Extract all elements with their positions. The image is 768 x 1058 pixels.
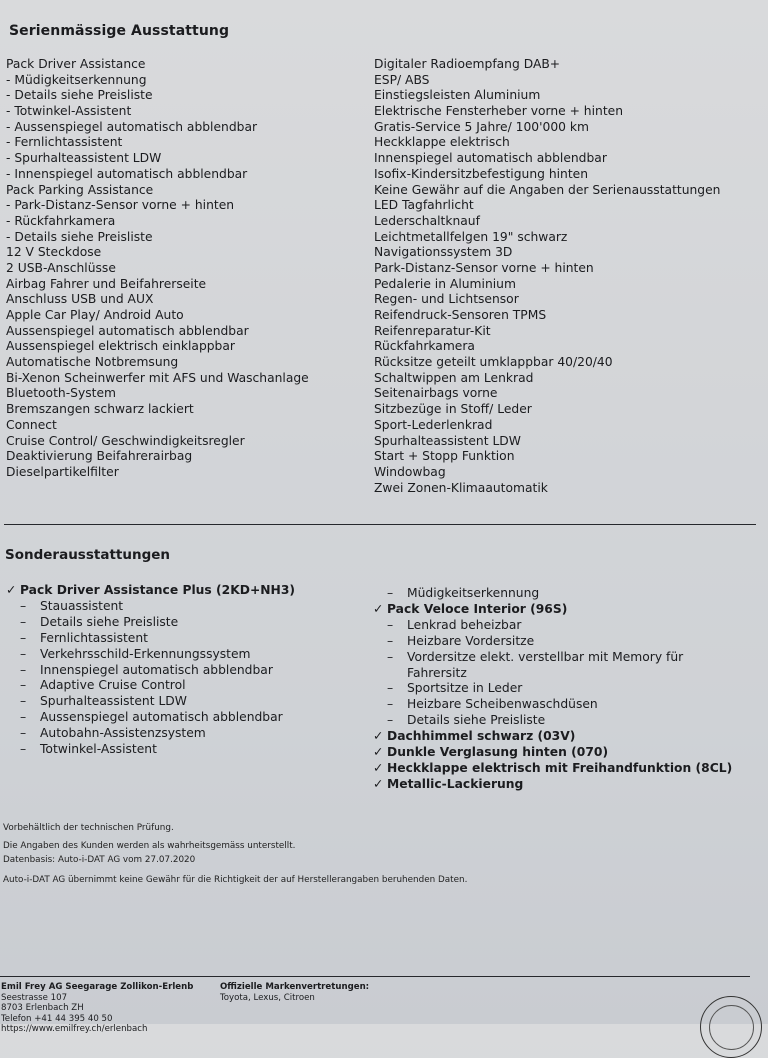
option-subitem: – Innenspiegel automatisch abblendbar xyxy=(20,663,360,679)
brands-list: Toyota, Lexus, Citroen xyxy=(220,992,315,1003)
dealer-name: Emil Frey AG Seegarage Zollikon-Erlenb xyxy=(1,982,194,992)
option-package xyxy=(373,760,747,777)
standard-equipment-item: - Totwinkel-Assistent xyxy=(6,104,132,119)
standard-equipment-item: - Details siehe Preisliste xyxy=(6,88,153,103)
standard-equipment-item: Einstiegsleisten Aluminium xyxy=(374,88,541,103)
standard-equipment-item: - Fernlichtassistent xyxy=(6,135,123,150)
standard-equipment-item: Connect xyxy=(6,417,57,432)
standard-equipment-item: Zwei Zonen-Klimaautomatik xyxy=(374,480,548,495)
standard-equipment-item: Isofix-Kindersitzbefestigung hinten xyxy=(374,166,589,181)
option-subitem: – Autobahn-Assistenzsystem xyxy=(20,726,360,742)
standard-equipment-item: Digitaler Radioempfang DAB+ xyxy=(374,57,561,71)
standard-equipment-item: Bremszangen schwarz lackiert xyxy=(6,402,194,417)
option-subitem: – Aussenspiegel automatisch abblendbar xyxy=(20,710,360,726)
standard-equipment-item: Regen- und Lichtsensor xyxy=(374,292,519,307)
standard-equipment-item: Keine Gewähr auf die Angaben der Serienausstattungen xyxy=(374,182,721,197)
standard-equipment-item: - Details siehe Preisliste xyxy=(6,229,153,244)
dealer-phone: Telefon +41 44 395 40 50 xyxy=(1,1013,113,1024)
standard-equipment-item: Spurhalteassistent LDW xyxy=(374,433,521,448)
dealer-street: Seestrasse 107 xyxy=(1,992,68,1003)
standard-equipment-item: Reifenreparatur-Kit xyxy=(374,323,491,338)
brands-title: Offizielle Markenvertretungen: xyxy=(220,982,370,992)
standard-equipment-item: Airbag Fahrer und Beifahrerseite xyxy=(6,276,207,291)
standard-equipment-item: Elektrische Fensterheber vorne + hinten xyxy=(374,104,623,119)
standard-equipment-item: Automatische Notbremsung xyxy=(6,355,179,370)
standard-equipment-item: Bluetooth-System xyxy=(6,386,116,401)
standard-equipment-item: Gratis-Service 5 Jahre/ 100'000 km xyxy=(374,119,589,134)
disclaimer-customer-data: Die Angaben des Kunden werden als wahrheitsgemäss unterstellt. xyxy=(3,841,296,851)
checkmark-icon: ✓ xyxy=(6,583,17,597)
option-subitem: – Vordersitze elekt. verstellbar mit Memory für Fahrersitz xyxy=(387,650,697,682)
standard-equipment-item: - Rückfahrkamera xyxy=(6,213,116,228)
checkmark-icon: ✓ xyxy=(373,745,384,760)
standard-equipment-item: Pack Parking Assistance xyxy=(6,182,154,197)
standard-equipment-item: Sitzbezüge in Stoff/ Leder xyxy=(374,402,532,417)
standard-equipment-item: Navigationssystem 3D xyxy=(374,245,513,260)
option-subitem: – Details siehe Preisliste xyxy=(20,615,360,631)
standard-equipment-heading: Serienmässige Ausstattung xyxy=(9,23,230,39)
section-divider xyxy=(4,524,756,525)
checkmark-icon: ✓ xyxy=(373,776,384,791)
standard-equipment-item: ESP/ ABS xyxy=(374,72,430,87)
dealer-website-link[interactable]: https://www.emilfrey.ch/erlenbach xyxy=(1,1024,148,1034)
standard-equipment-item: Aussenspiegel automatisch abblendbar xyxy=(6,323,249,338)
option-subitem: – Details siehe Preisliste xyxy=(387,713,747,729)
standard-equipment-item: Aussenspiegel elektrisch einklappbar xyxy=(6,339,235,354)
option-package-label: Dunkle Verglasung hinten (070) xyxy=(387,745,609,760)
standard-equipment-item: Apple Car Play/ Android Auto xyxy=(6,308,184,322)
standard-equipment-left-list xyxy=(6,57,366,481)
option-subitem: – Lenkrad beheizbar xyxy=(387,618,747,634)
dealer-city: 8703 Erlenbach ZH xyxy=(1,1003,84,1013)
option-package xyxy=(6,583,360,599)
option-package xyxy=(373,729,747,745)
standard-equipment-item: Cruise Control/ Geschwindigkeitsregler xyxy=(6,433,245,448)
optional-equipment-heading: Sonderausstattungen xyxy=(5,547,170,563)
standard-equipment-item: Rückfahrkamera xyxy=(374,339,475,354)
standard-equipment-item: - Innenspiegel automatisch abblendbar xyxy=(6,166,248,181)
liability-disclaimer: Auto-i-DAT AG übernimmt keine Gewähr für die Richtigkeit der auf Herstellerangaben beruhenden Daten. xyxy=(3,875,468,885)
standard-equipment-item: - Aussenspiegel automatisch abblendbar xyxy=(6,119,258,134)
option-subitem: – Müdigkeitserkennung xyxy=(387,586,747,602)
standard-equipment-item: - Spurhalteassistent LDW xyxy=(6,151,162,166)
data-basis-note: Datenbasis: Auto-i-DAT AG vom 27.07.2020 xyxy=(3,855,196,865)
footer-divider xyxy=(0,976,750,977)
standard-equipment-item: - Park-Distanz-Sensor vorne + hinten xyxy=(6,198,235,213)
option-subitem: – Heizbare Vordersitze xyxy=(387,634,747,650)
dealer-address-block xyxy=(1,982,193,1035)
standard-equipment-item: Rücksitze geteilt umklappbar 40/20/40 xyxy=(374,355,613,370)
certification-seal-icon xyxy=(700,996,762,1058)
standard-equipment-right-list xyxy=(374,57,764,496)
standard-equipment-item: Sport-Lederlenkrad xyxy=(374,417,493,432)
option-package-label: Metallic-Lackierung xyxy=(387,776,524,791)
checkmark-icon: ✓ xyxy=(373,729,384,744)
standard-equipment-item: Bi-Xenon Scheinwerfer mit AFS und Waschanlage xyxy=(6,370,309,385)
standard-equipment-item: Reifendruck-Sensoren TPMS xyxy=(374,308,547,322)
standard-equipment-item: Innenspiegel automatisch abblendbar xyxy=(374,151,607,166)
standard-equipment-item: LED Tagfahrlicht xyxy=(374,198,474,213)
standard-equipment-item: Dieselpartikelfilter xyxy=(6,464,119,479)
standard-equipment-item: Pedalerie in Aluminium xyxy=(374,276,516,291)
option-subitem: – Totwinkel-Assistent xyxy=(20,742,360,758)
option-subitem: – Adaptive Cruise Control xyxy=(20,678,360,694)
option-subitem: – Sportsitze in Leder xyxy=(387,681,747,697)
standard-equipment-item: - Müdigkeitserkennung xyxy=(6,72,147,87)
standard-equipment-item: Lederschaltknauf xyxy=(374,213,480,228)
disclaimer-technical-check: Vorbehältlich der technischen Prüfung. xyxy=(3,823,174,833)
checkmark-icon: ✓ xyxy=(373,760,384,775)
option-subitem: – Heizbare Scheibenwaschdüsen xyxy=(387,697,747,713)
option-package xyxy=(373,776,747,793)
standard-equipment-item: Start + Stopp Funktion xyxy=(374,449,515,464)
standard-equipment-item: Pack Driver Assistance xyxy=(6,57,146,71)
option-package xyxy=(373,601,747,618)
standard-equipment-item: Heckklappe elektrisch xyxy=(374,135,510,150)
checkmark-icon: ✓ xyxy=(373,601,384,616)
option-subitem: – Verkehrsschild-Erkennungssystem xyxy=(20,647,360,663)
option-package-label: Dachhimmel schwarz (03V) xyxy=(387,729,576,744)
standard-equipment-item: Schaltwippen am Lenkrad xyxy=(374,370,534,385)
standard-equipment-item: Anschluss USB und AUX xyxy=(6,292,154,307)
option-subitem: – Fernlichtassistent xyxy=(20,631,360,647)
option-subitem: – Stauassistent xyxy=(20,599,360,615)
option-package-label: Pack Veloce Interior (96S) xyxy=(387,601,568,616)
option-package-label: Heckklappe elektrisch mit Freihandfunktion (8CL) xyxy=(387,760,733,775)
standard-equipment-item: Leichtmetallfelgen 19" schwarz xyxy=(374,229,568,244)
option-package-label: Pack Driver Assistance Plus (2KD+NH3) xyxy=(20,583,296,597)
standard-equipment-item: Deaktivierung Beifahrerairbag xyxy=(6,449,193,464)
standard-equipment-item: Park-Distanz-Sensor vorne + hinten xyxy=(374,260,594,275)
brand-representation-block xyxy=(220,982,369,1003)
option-subitem: – Spurhalteassistent LDW xyxy=(20,694,360,710)
standard-equipment-item: Seitenairbags vorne xyxy=(374,386,498,401)
optional-equipment-left-list xyxy=(6,583,360,758)
standard-equipment-item: 2 USB-Anschlüsse xyxy=(6,260,116,275)
standard-equipment-item: 12 V Steckdose xyxy=(6,245,102,260)
optional-equipment-right-list xyxy=(373,586,747,793)
option-package xyxy=(373,745,747,761)
standard-equipment-item: Windowbag xyxy=(374,464,446,479)
